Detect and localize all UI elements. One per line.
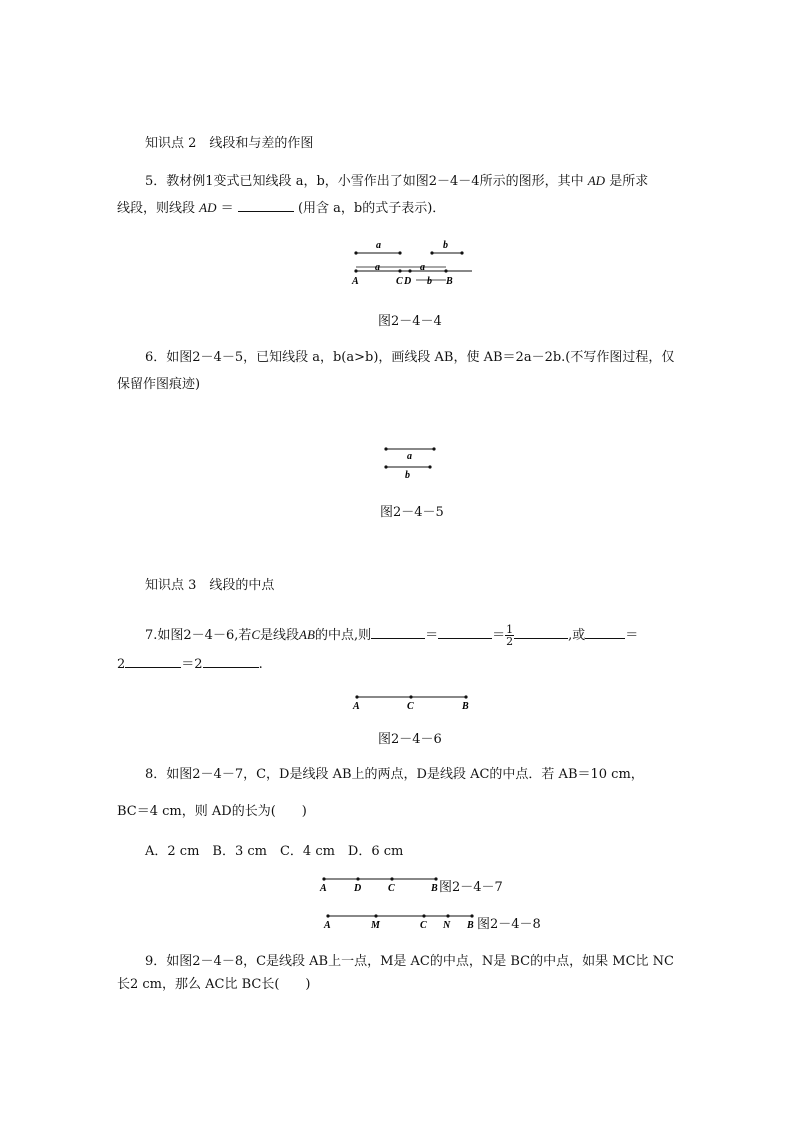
question-9-line-1: 9．如图2－4－8，C是线段 AB上一点，M是 AC的中点，N是 BC的中点，如果 MC比 NC bbox=[145, 954, 674, 969]
point-A: A bbox=[352, 276, 359, 287]
section-heading-3: 知识点 3 线段的中点 bbox=[145, 578, 275, 593]
answer-blank-2[interactable] bbox=[438, 625, 492, 639]
figure-caption-2-4-5: 图2－4－5 bbox=[380, 505, 444, 520]
label-b-bottom: b bbox=[427, 276, 432, 287]
answer-blank-5[interactable] bbox=[125, 654, 181, 668]
question-6-line-1: 6．如图2－4－5，已知线段 a，b(a>b)，画线段 AB，使 AB＝2a－2b.(不写作图过程，仅 bbox=[145, 350, 675, 365]
question-8-options: A．2 cm B．3 cm C．4 cm D．6 cm bbox=[145, 844, 404, 859]
question-8-line-2: BC＝4 cm，则 AD的长为( ) bbox=[117, 804, 307, 819]
point-B: B bbox=[467, 920, 474, 931]
label-a-top: a bbox=[376, 240, 381, 251]
question-8-line-1: 8．如图2－4－7，C，D是线段 AB上的两点，D是线段 AC的中点．若 AB＝10 cm， bbox=[145, 767, 644, 782]
figure-2-4-6 bbox=[350, 690, 474, 714]
figure-caption-2-4-8: 图2－4－8 bbox=[477, 917, 541, 932]
point-M: M bbox=[371, 920, 380, 931]
point-D: D bbox=[354, 883, 362, 894]
point-C: C bbox=[407, 701, 414, 712]
point-C: C bbox=[420, 920, 427, 931]
section-heading-2: 知识点 2 线段和与差的作图 bbox=[145, 136, 314, 151]
fraction-one-half: $\frac{1}{2}$ bbox=[506, 623, 514, 648]
point-N: N bbox=[443, 920, 451, 931]
figure-caption-2-4-4: 图2－4－4 bbox=[378, 314, 442, 329]
question-7-line-1: 7.如图2－4－6,若C是线段AB的中点,则 ＝ ＝ $\frac{1}{2}$ ,或 ＝ bbox=[145, 623, 639, 648]
label-b: b bbox=[405, 470, 410, 481]
figure-caption-2-4-7: 图2－4－7 bbox=[439, 880, 503, 895]
point-C: C bbox=[396, 276, 403, 287]
answer-blank-1[interactable] bbox=[371, 625, 425, 639]
question-9-line-2: 长2 cm，那么 AC比 BC长( ) bbox=[117, 977, 311, 992]
answer-blank-6[interactable] bbox=[203, 654, 259, 668]
point-A: A bbox=[320, 883, 327, 894]
point-B: B bbox=[446, 276, 453, 287]
point-C: C bbox=[388, 883, 395, 894]
question-7-line-2: 2 ＝2 . bbox=[117, 654, 263, 674]
label-a-2: a bbox=[420, 262, 425, 273]
question-5-line-2: 线段，则线段 AD ＝ (用含 a，b的式子表示)． bbox=[117, 200, 446, 216]
label-a-1: a bbox=[375, 262, 380, 273]
figure-2-4-5 bbox=[380, 442, 440, 482]
answer-blank[interactable] bbox=[238, 198, 294, 212]
answer-blank-4[interactable] bbox=[585, 625, 625, 639]
point-B: B bbox=[462, 701, 469, 712]
figure-2-4-4 bbox=[350, 238, 480, 294]
point-A: A bbox=[324, 920, 331, 931]
point-D: D bbox=[404, 276, 412, 287]
label-b-top: b bbox=[443, 240, 448, 251]
figure-2-4-8 bbox=[322, 910, 476, 934]
question-6-line-2: 保留作图痕迹) bbox=[117, 377, 201, 392]
point-A: A bbox=[353, 701, 360, 712]
answer-blank-3[interactable] bbox=[514, 625, 568, 639]
point-B: B bbox=[431, 883, 438, 894]
figure-2-4-7 bbox=[318, 873, 442, 897]
label-a: a bbox=[407, 451, 412, 462]
figure-caption-2-4-6: 图2－4－6 bbox=[378, 732, 442, 747]
question-5-line-1: 5．教材例1变式已知线段 a，b，小雪作出了如图2－4－4所示的图形，其中 AD 是所求 bbox=[145, 173, 649, 189]
